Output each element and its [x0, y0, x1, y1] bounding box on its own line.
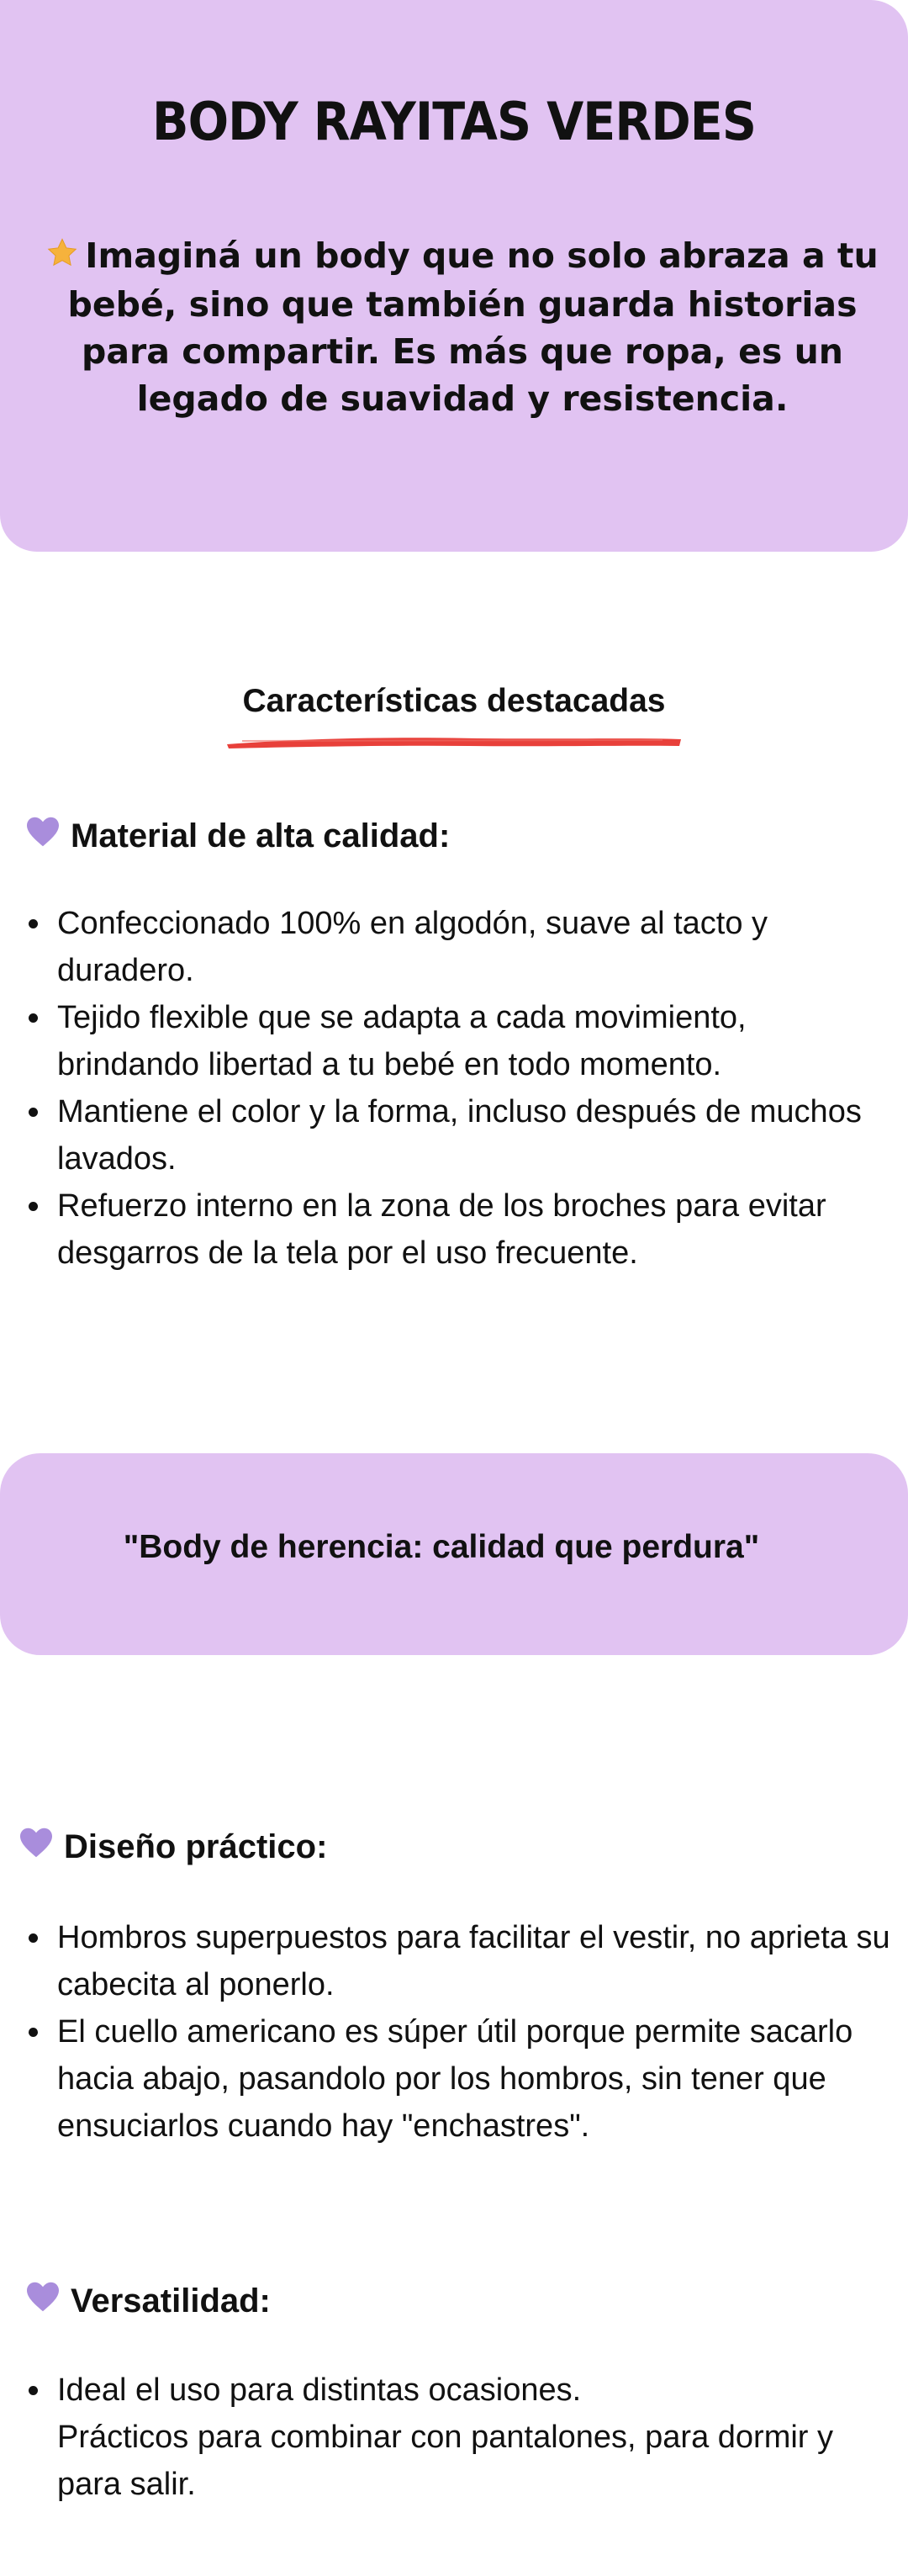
heading-underline [225, 733, 683, 750]
intro-paragraph: Imaginá un body que no solo abraza a tu bebé, sino que también guarda historias para compartir. Es más que ropa, es un legado de suavidad y resistencia. [67, 235, 879, 419]
list-item: Tejido flexible que se adapta a cada movimiento, brindando libertad a tu bebé en todo momento. [57, 994, 891, 1088]
versatility-heading [25, 2281, 271, 2321]
purple-heart-icon [18, 1827, 54, 1867]
intro-text [34, 232, 891, 422]
material-list [27, 900, 891, 1277]
list-item: Hombros superpuestos para facilitar el vestir, no aprieta su cabecita al ponerlo. [57, 1914, 891, 2008]
page-title: BODY RAYITAS VERDES [152, 91, 756, 152]
list-item: Refuerzo interno en la zona de los broches para evitar desgarros de la tela por el uso frecuente. [57, 1182, 891, 1277]
list-item [57, 2367, 891, 2508]
star-icon [46, 234, 78, 281]
versatility-list [27, 2367, 891, 2508]
purple-heart-icon [25, 816, 61, 856]
design-heading [18, 1827, 327, 1867]
list-item: Confeccionado 100% en algodón, suave al tacto y duradero. [57, 900, 891, 994]
material-heading-label: Material de alta calidad: [71, 817, 451, 854]
quote-text: "Body de herencia: calidad que perdura" [123, 1529, 760, 1565]
list-item: El cuello americano es súper útil porque permite sacarlo hacia abajo, pasandolo por los hombros, sin tener que ensuciarlos cuando hay "enchastres". [57, 2008, 891, 2150]
versatility-heading-label: Versatilidad: [71, 2282, 271, 2319]
hero-panel [0, 0, 908, 552]
purple-heart-icon [25, 2281, 61, 2321]
features-heading: Características destacadas [242, 683, 666, 719]
list-item: Mantiene el color y la forma, incluso después de muchos lavados. [57, 1088, 891, 1182]
versatility-line-2: Prácticos para combinar con pantalones, para dormir y para salir. [57, 2420, 834, 2502]
material-heading [25, 816, 450, 856]
versatility-line-1: Ideal el uso para distintas ocasiones. [57, 2372, 582, 2408]
design-heading-label: Diseño práctico: [64, 1828, 328, 1865]
design-list [27, 1914, 891, 2150]
